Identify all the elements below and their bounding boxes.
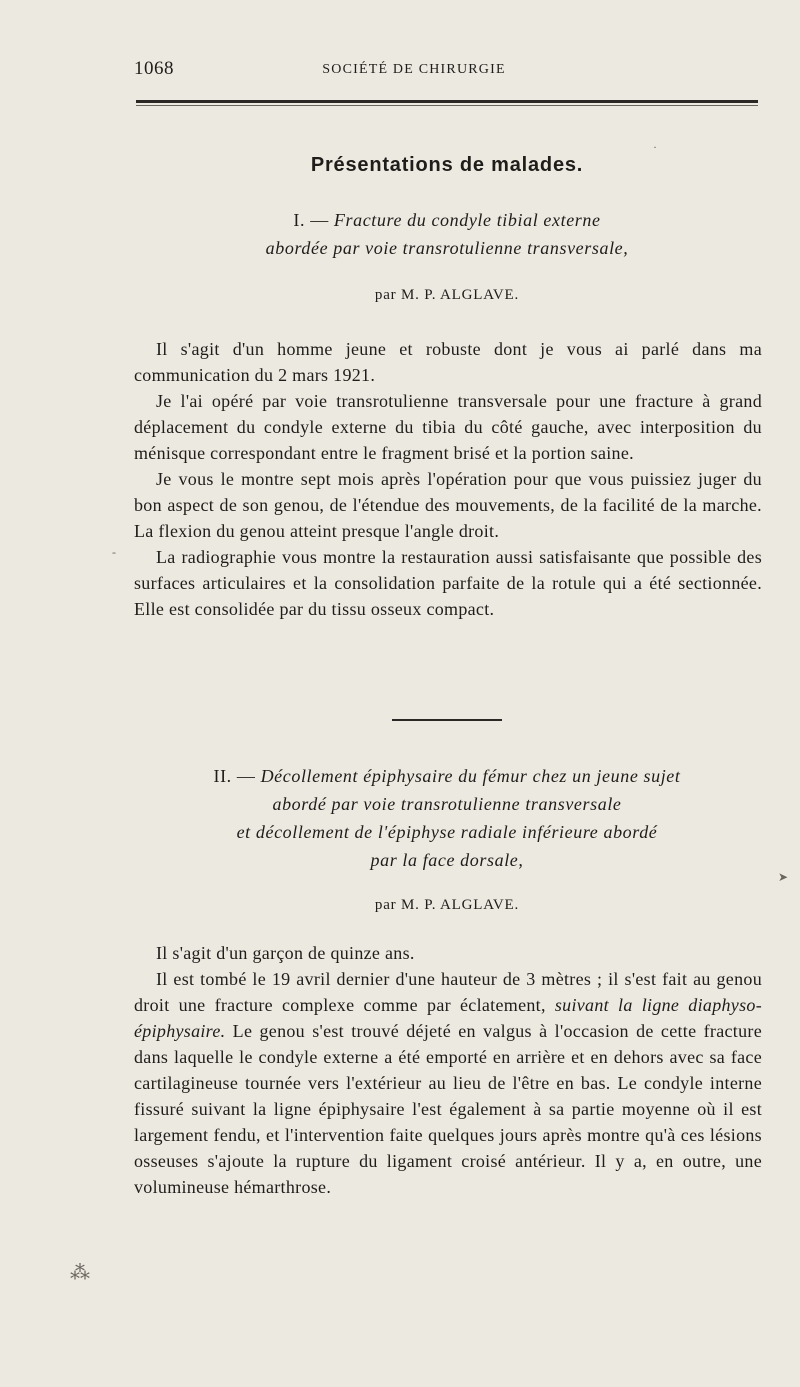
header-rule [136, 100, 758, 103]
part1-paragraph-4: La radiographie vous montre la restauration aussi satisfaisante que possible des surfaces articulaires et la consolidation parfaite de la rotule qui a été sectionnée. Elle est consolidée par du tissu osseux compact. [134, 547, 762, 619]
part1-paragraph-2: Je l'ai opéré par voie transrotulienne transversale pour une fracture à grand déplacement du condyle externe du tibia du côté gauche, avec interposition du ménisque correspondant entre le fragment brisé et la portion saine. [134, 391, 762, 463]
part2-title-text1: Décollement épiphysaire du fémur chez un jeune sujet [260, 766, 681, 786]
part1-title-line2: abordée par voie transrotulienne transversale, [265, 238, 629, 258]
part2-title [134, 762, 760, 874]
part2-title-line2: abordé par voie transrotulienne transversale [272, 794, 622, 814]
section-heading: Présentations de malades. [310, 154, 584, 176]
part2-paragraph-2 [134, 966, 762, 1200]
part2-title-line4: par la face dorsale, [370, 850, 524, 870]
part1-paragraph-3: Je vous le montre sept mois après l'opération pour que vous puissiez juger du bon aspect de son genou, de l'étendue des mouvements, de la facilité de la marche. La flexion du genou atteint presque l'angle droit. [134, 469, 762, 541]
part2-title-line1 [134, 762, 760, 790]
part1-author: par M. P. ALGLAVE. [374, 287, 520, 303]
part2-title-line3: et décollement de l'épiphyse radiale inférieure abordé [236, 822, 658, 842]
part1-title-line1 [134, 206, 760, 234]
part2-paragraph-1: Il s'agit d'un garçon de quinze ans. [156, 943, 415, 963]
part1-body [134, 336, 762, 622]
page-number: 1068 [134, 58, 174, 79]
running-title: SOCIÉTÉ DE CHIRURGIE [322, 62, 506, 77]
margin-mark: - [112, 545, 116, 559]
part2-body [134, 940, 762, 1200]
part1-title-text1: Fracture du condyle tibial externe [333, 210, 601, 230]
part2-paragraph-2-text-a: Il est tombé le 19 avril dernier d'une hauteur de 3 mètres ; il s'est fait au genou droit une fracture complexe comme par éclatement, [134, 969, 762, 1015]
part1-paragraph-1: Il s'agit d'un homme jeune et robuste dont je vous ai parlé dans ma communication du 2 mars 1921. [134, 339, 762, 385]
section-separator [392, 719, 502, 721]
margin-mark: · [653, 140, 657, 154]
part2-numeral: II. — [213, 766, 261, 786]
part1-numeral: I. — [293, 210, 334, 230]
part1-title [134, 206, 760, 262]
part2-author: par M. P. ALGLAVE. [374, 897, 520, 913]
margin-mark: ⁂ [70, 1262, 90, 1284]
page-header [134, 58, 760, 86]
part2-paragraph-2-italic: suivant la ligne diaphyso-épiphysaire. [134, 995, 762, 1041]
header-rule-thin [136, 105, 758, 106]
margin-mark: ➤ [778, 870, 789, 884]
part2-paragraph-2-text-b: Le genou s'est trouvé déjeté en valgus à l'occasion de cette fracture dans laquelle le condyle externe a été emporté en arrière et en dehors avec sa face cartilagineuse tournée vers l'extérieur au lieu de l'être en bas. Le condyle interne fissuré suivant la ligne épiphysaire l'est également à sa partie moyenne où il est largement fendu, et l'intervention faite quelques jours après montre qu'à ces lésions osseuses s'ajoute la rupture du ligament croisé antérieur. Il y a, en outre, une volumineuse hémarthrose. [134, 1021, 762, 1197]
